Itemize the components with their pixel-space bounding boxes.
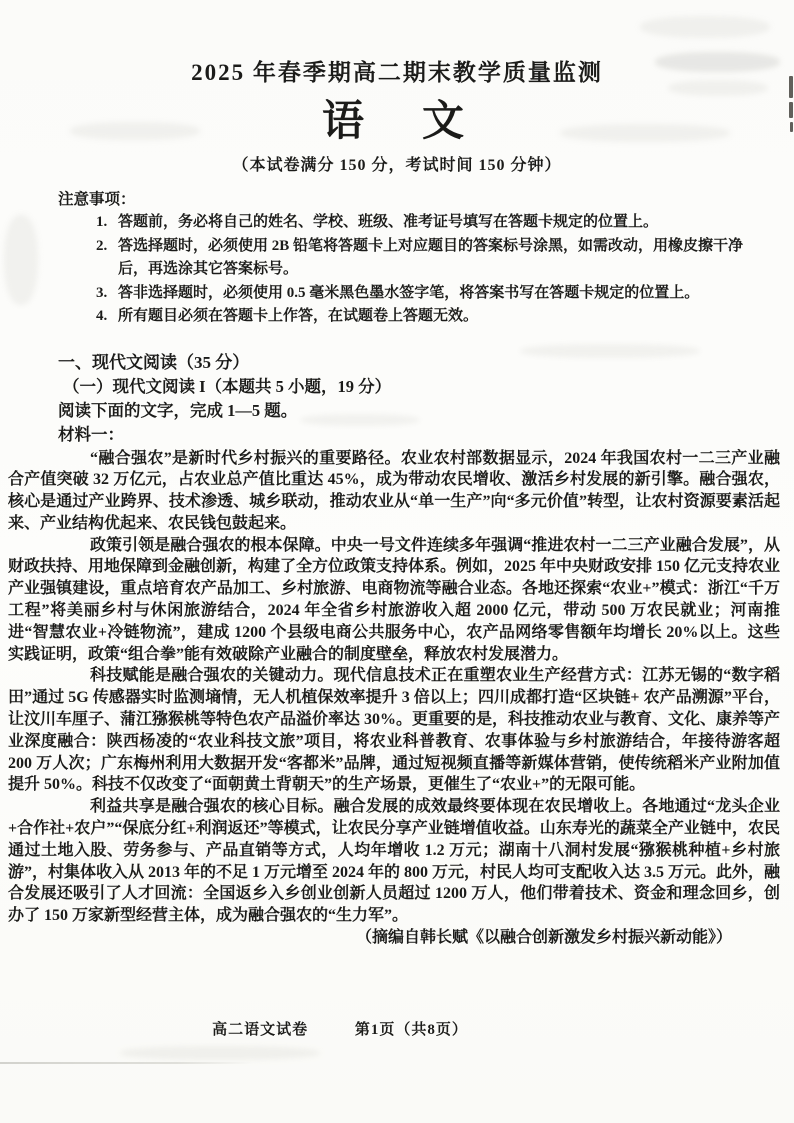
section-heading-modern-reading: 一、现代文阅读（35 分） bbox=[58, 352, 250, 372]
scan-fold-line bbox=[0, 1062, 252, 1064]
reading-passage bbox=[8, 448, 780, 950]
passage-attribution: （摘编自韩长赋《以融合创新激发乡村振兴新动能》） bbox=[355, 929, 732, 947]
section-block bbox=[58, 351, 768, 446]
notice-item-3 bbox=[96, 282, 768, 306]
notices-block bbox=[58, 188, 768, 329]
notice-number: 2. bbox=[96, 237, 108, 254]
material-one-label: 材料一： bbox=[58, 424, 124, 444]
notice-item-2 bbox=[96, 235, 768, 282]
passage-paragraph-1: “融合强农”是新时代乡村振兴的重要路径。农业农村部数据显示，2024 年我国农村一二三产业融合产值突破 32 万亿元，占农业总产值比重达 45%，成为带动农民增收、激活乡村发展的新引擎。融合强农，核心是通过产业跨界、技术渗透、城乡联动，推动农业从“单一生产”向“多元价值”转型，让农村资源要素活起来、产业结构优起来、农民钱包鼓起来。 bbox=[8, 449, 780, 532]
notice-number: 3. bbox=[96, 284, 108, 301]
subsection-heading-reading-1: （一）现代文阅读 I（本题共 5 小题，19 分） bbox=[63, 376, 392, 396]
notice-text: 答题前，务必将自己的姓名、学校、班级、准考证号填写在答题卡规定的位置上。 bbox=[118, 214, 659, 230]
notice-number: 1. bbox=[96, 214, 108, 230]
notice-text: 所有题目必须在答题卡上作答，在试题卷上答题无效。 bbox=[118, 308, 479, 324]
scan-edge-mark bbox=[789, 76, 793, 98]
notice-text: 答选择题时，必须使用 2B 铅笔将答题卡上对应题目的答案标号涂黑，如需改动，用橡皮擦干净后，再选涂其它答案标号。 bbox=[118, 237, 744, 277]
scan-smudge bbox=[120, 1046, 320, 1060]
reading-instruction: 阅读下面的文字，完成 1—5 题。 bbox=[58, 400, 298, 420]
footer-paper-name: 高二语文试卷 bbox=[212, 1022, 309, 1038]
notice-number: 4. bbox=[96, 308, 108, 324]
exam-info: （本试卷满分 150 分，考试时间 150 分钟） bbox=[232, 157, 562, 174]
passage-paragraph-2: 政策引领是融合强农的根本保障。中央一号文件连续多年强调“推进农村一二三产业融合发展”，从财政扶持、用地保障到金融创新，构建了全方位政策支持体系。例如，2025 年中央财政安排 150 亿元支持农业产业强镇建设，重点培育农产品加工、乡村旅游、电商物流等融合业态。各地还探索“农业+”模式：浙江“千万工程”将美丽乡村与休闲旅游结合，2024 年全省乡村旅游收入超 2000 亿元，带动 500 万农民就业；河南推进“智慧农业+冷链物流”，建成 1200 个县级电商公共服务中心，农产品网络零售额年均增长 20%以上。这些实践证明，政策“组合拳”能有效破除产业融合的制度壁垒，释放农村发展潜力。 bbox=[8, 536, 781, 663]
notice-item-4 bbox=[96, 305, 768, 329]
page-footer bbox=[0, 1018, 680, 1039]
scan-smudge bbox=[640, 16, 770, 38]
scan-smudge bbox=[4, 215, 38, 305]
passage-paragraph-4: 利益共享是融合强农的核心目标。融合发展的成效最终要体现在农民增收上。各地通过“龙头企业+合作社+农户”“保底分红+利润返还”等模式，让农民分享产业链增值收益。山东寿光的蔬菜全产业链中，农民通过土地入股、劳务参与、产品直销等方式，人均年增收 1.2 万元；湖南十八洞村发展“猕猴桃种植+乡村旅游”，村集体收入从 2013 年的不足 1 万元增至 2024 年的 800 万元，村民人均可支配收入达 3.5 万元。此外，融合发展还吸引了人才回流：全国返乡入乡创业创新人员超过 1200 万人，他们带着技术、资金和理念回乡，创办了 150 万家新型经营主体，成为融合强农的“生力军”。 bbox=[8, 798, 781, 925]
passage-paragraph-3: 科技赋能是融合强农的关键动力。现代信息技术正在重塑农业生产经营方式：江苏无锡的“数字稻田”通过 5G 传感器实时监测墒情，无人机植保效率提升 3 倍以上；四川成都打造“区块链+ 农产品溯源”平台，让汶川车厘子、蒲江猕猴桃等特色农产品溢价率达 30%。更重要的是，科技推动农业与教育、文化、康养等产业深度融合：陕西杨凌的“农业科技文旅”项目，将农业科普教育、农事体验与乡村旅游结合，年接待游客超 200 万人次；广东梅州利用大数据开发“客都米”品牌，通过短视频直播等新媒体营销，使传统稻米产业附加值提升 50%。科技不仅改变了“面朝黄土背朝天”的生产场景，更催生了“农业+”的无限可能。 bbox=[8, 667, 781, 794]
notice-item-1 bbox=[96, 211, 768, 235]
subject-title: 语 文 bbox=[321, 99, 472, 145]
notice-text: 答非选择题时，必须使用 0.5 毫米黑色墨水签字笔，将答案书写在答题卡规定的位置上。 bbox=[118, 284, 700, 301]
notices-heading: 注意事项： bbox=[58, 191, 136, 208]
footer-page-number: 第1页（共8页） bbox=[354, 1022, 468, 1038]
exam-title: 2025 年春季期高二期末教学质量监测 bbox=[191, 60, 603, 85]
